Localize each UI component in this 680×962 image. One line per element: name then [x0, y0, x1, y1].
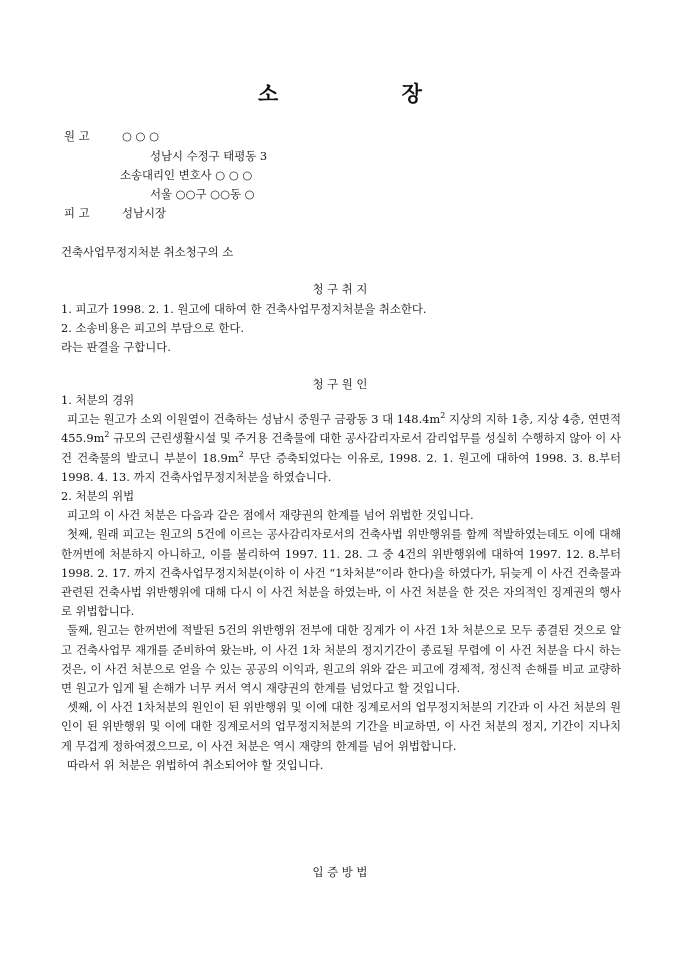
plaintiff-name: ○ ○ ○	[122, 129, 160, 143]
section-2-second: 둘째, 원고는 한꺼번에 적발된 5건의 위반행위 전부에 대한 징계가 이 사건 1차 처분으로 모두 종결된 것으로 알고 건축사업무 재개를 준비하여 왔는바, 이 사건 1차 처분의 정지기간이 종료될 무렵에 이 사건 처분을 다시 하는 것은, 이 사건 처분으로 얻을 수 있는 공공의 이익과, 원고의 위와 같은 피고에 경제적, 정신적 손해를 비교 교량하면 원고가 입게 될 손해가 너무 커서 역시 재량권의 한계를 넘었다고 할 것입니다.	[61, 623, 621, 696]
claim-purpose-heading: 청 구 취 지	[312, 282, 368, 296]
defendant-name: 성남시장	[122, 206, 167, 220]
claim-cause-body	[61, 391, 621, 775]
defendant-label: 피 고	[64, 206, 90, 220]
plaintiff-label: 원 고	[64, 129, 90, 143]
plaintiff-agent: 소송대리인 변호사 ○ ○ ○	[120, 168, 253, 182]
agent-address: 서울 ○○구 ○○동 ○	[150, 187, 255, 201]
claim-cause-heading: 청 구 원 인	[312, 377, 368, 391]
section-2-conclusion: 따라서 위 처분은 위법하여 취소되어야 할 것입니다.	[67, 757, 324, 772]
section-1-paragraph: 피고는 원고가 소외 이원열이 건축하는 성남시 중원구 금광동 3 대 $148.4m^2$ 지상의 지하 1층, 지상 4층, 연면적 $455.9m^2$ 규모의 근린생활시설 및 주거용 건축물에 대한 공사감리자로서 감리업무를 성실히 수행하지 않아 이 사건 건축물의 발코니 부분이 $18.9m^2$ 무단 증축되었다는 이유로, 1998. 2. 1. 원고에 대하여 1998. 3. 8.부터 1998. 4. 13. 까지 건축사업무정지처분을 하였습니다.	[61, 411, 621, 484]
plaintiff-address: 성남시 수정구 태평동 3	[150, 149, 268, 163]
case-name: 건축사업무정지처분 취소청구의 소	[61, 245, 234, 259]
section-2-first: 첫째, 원래 피고는 원고의 5건에 이르는 공사감리자로서의 건축사법 위반행위를 함께 적발하였는데도 이에 대해 한꺼번에 처분하지 아니하고, 이를 불리하여 1997. 11. 28. 그 중 4건의 위반행위에 대하여 1997. 12. 8.부터 1998. 2. 17. 까지 건축사업무정지처분(이하 이 사건 “1차처분”이라 한다)을 하였다가, 뒤늦게 이 사건 건축물과 관련된 건축사법 위반행위에 대해 다시 이 사건 처분을 하였는바, 이 사건 처분을 한 것은 자의적인 징계권의 행사로 위법합니다.	[61, 527, 621, 619]
section-2-title: 2. 처분의 위법	[61, 489, 135, 504]
section-2-intro: 피고의 이 사건 처분은 다음과 같은 점에서 재량권의 한계를 넘어 위법한 것입니다.	[67, 508, 474, 523]
document-title: 소 장	[258, 81, 480, 106]
claim-purpose-closing: 라는 판결을 구합니다.	[61, 340, 171, 354]
claim-purpose-item-2: 2. 소송비용은 피고의 부담으로 한다.	[61, 321, 245, 335]
evidence-heading: 입 증 방 법	[312, 865, 368, 879]
claim-purpose-item-1: 1. 피고가 1998. 2. 1. 원고에 대하여 한 건축사업무정지처분을 취소한다.	[61, 302, 427, 316]
section-2-third: 셋째, 이 사건 1차처분의 원인이 된 위반행위 및 이에 대한 징계로서의 업무정지처분의 기간과 이 사건 처분의 원인이 된 위반행위 및 이에 대한 징계로서의 업무정지처분의 기간을 비교하면, 이 사건 처분의 정지, 기간이 지나치게 무겁게 정하여졌으므로, 이 사건 처분은 역시 재량의 한계를 넘어 위법합니다.	[61, 700, 621, 753]
section-1-title: 1. 처분의 경위	[61, 393, 135, 407]
